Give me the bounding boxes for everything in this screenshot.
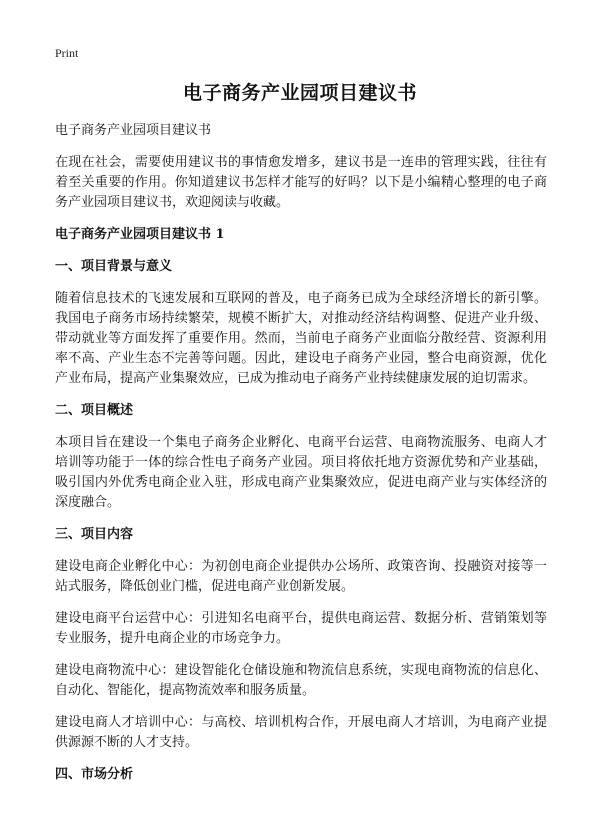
section-text-overview: 本项目旨在建设一个集电子商务企业孵化、电商平台运营、电商物流服务、电商人才培训等功能于一体的综合性电子商务产业园。项目将依托地方资源优势和产业基础，吸引国内外优秀电商企业入驻，形成电商产业集聚效应，促进电商产业与实体经济的深度融合。 (55, 435, 547, 510)
section-heading-market: 四、市场分析 (55, 767, 134, 782)
section-heading-overview: 二、项目概述 (55, 403, 134, 418)
content-item-incubation: 建设电商企业孵化中心：为初创电商企业提供办公场所、政策咨询、投融资对接等一站式服务，降低创业门槛，促进电商产业创新发展。 (55, 559, 547, 594)
content-item-training: 建设电商人才培训中心：与高校、培训机构合作，开展电商人才培训，为电商产业提供源源不断的人才支持。 (55, 715, 547, 750)
document-heading: 电子商务产业园项目建议书 1 (55, 227, 225, 242)
page-title: 电子商务产业园项目建议书 (182, 82, 417, 104)
print-link[interactable]: Print (55, 46, 79, 60)
section-heading-background: 一、项目背景与意义 (55, 259, 173, 274)
section-heading-content: 三、项目内容 (55, 527, 134, 542)
content-item-logistics: 建设电商物流中心：建设智能化仓储设施和物流信息系统，实现电商物流的信息化、自动化、智能化，提高物流效率和服务质量。 (55, 663, 547, 698)
section-text-background: 随着信息技术的飞速发展和互联网的普及，电子商务已成为全球经济增长的新引擎。我国电子商务市场持续繁荣，规模不断扩大，对推动经济结构调整、促进产业升级、带动就业等方面发挥了重要作用。然而，当前电子商务产业面临分散经营、资源利用率不高、产业生态不完善等问题。因此，建设电子商务产业园，整合电商资源，优化产业布局，提高产业集聚效应，已成为推动电子商务产业持续健康发展的迫切需求。 (55, 291, 547, 386)
content-item-platform: 建设电商平台运营中心：引进知名电商平台，提供电商运营、数据分析、营销策划等专业服务，提升电商企业的市场竞争力。 (55, 611, 547, 646)
intro-paragraph: 在现在社会，需要使用建议书的事情愈发增多，建议书是一连串的管理实践，往往有着至关重要的作用。你知道建议书怎样才能写的好吗？以下是小编精心整理的电子商务产业园项目建议书，欢迎阅读与收藏。 (55, 155, 547, 210)
document-body (55, 121, 547, 797)
document-subtitle: 电子商务产业园项目建议书 (55, 123, 212, 138)
